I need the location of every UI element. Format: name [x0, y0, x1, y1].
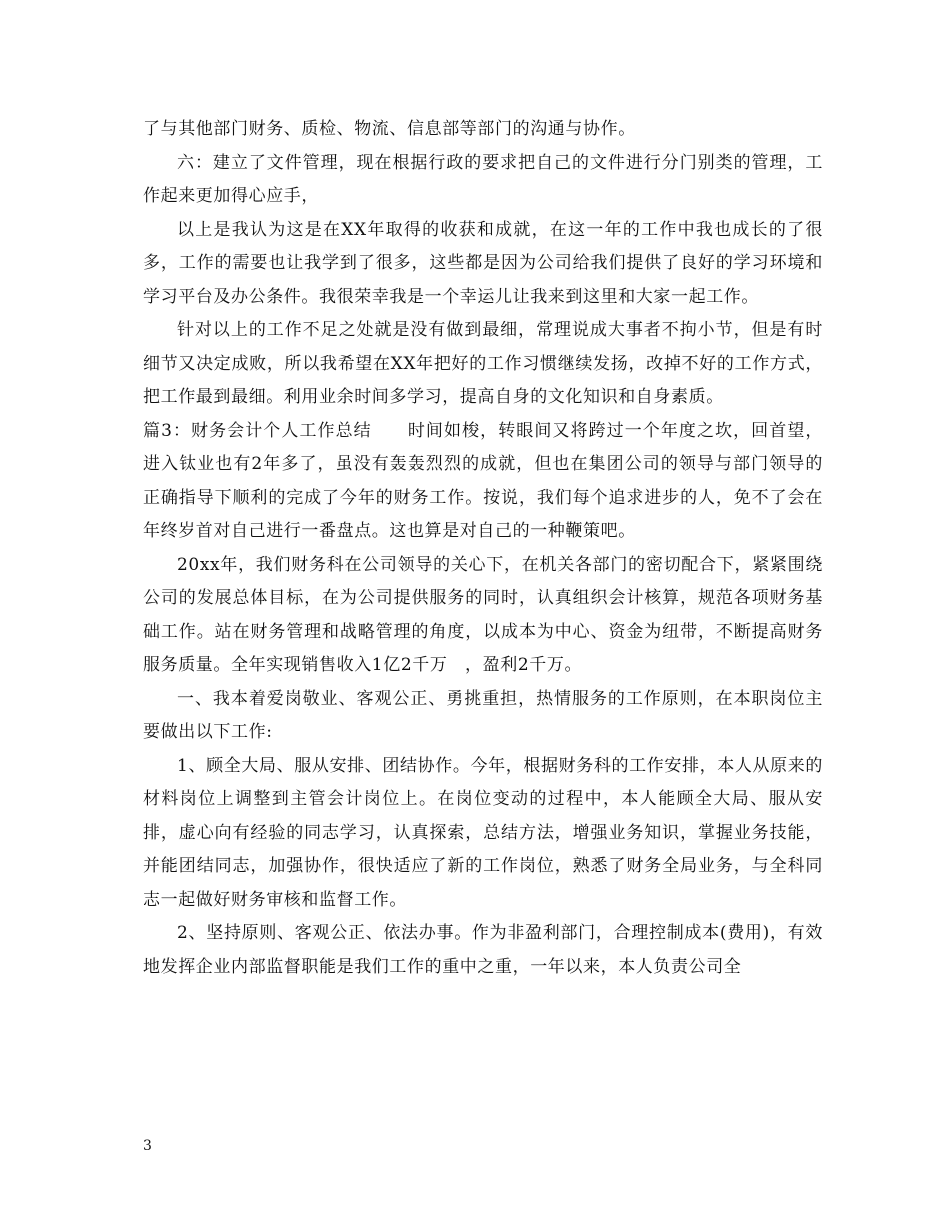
paragraph-file-management: 六：建立了文件管理，现在根据行政的要求把自己的文件进行分门别类的管理，工作起来更加得心应手，	[143, 152, 823, 206]
document-body	[143, 113, 823, 984]
paragraph-annual-summary: 20xx年，我们财务科在公司领导的关心下，在机关各部门的密切配合下，紧紧围绕公司的发展总体目标，在为公司提供服务的同时，认真组织会计核算，规范各项财务基础工作。站在财务管理和战略管理的角度，以成本为中心、资金为纽带，不断提高财务服务质量。全年实现销售收入1亿2千万 ，盈利2千万。	[143, 554, 823, 675]
page-number: 3	[143, 1138, 152, 1154]
paragraph-item-1: 1、顾全大局、服从安排、团结协作。今年，根据财务科的工作安排，本人从原来的材料岗位上调整到主管会计岗位上。在岗位变动的过程中，本人能顾全大局、服从安排，虚心向有经验的同志学习，认真探索，总结方法，增强业务知识，掌握业务技能，并能团结同志，加强协作，很快适应了新的工作岗位，熟悉了财务全局业务，与全科同志一起做好财务审核和监督工作。	[143, 755, 823, 910]
paragraph-continuation: 了与其他部门财务、质检、物流、信息部等部门的沟通与协作。	[143, 119, 636, 139]
paragraph-shortcomings: 针对以上的工作不足之处就是没有做到最细，常理说成大事者不拘小节，但是有时细节又决定成败，所以我希望在XX年把好的工作习惯继续发扬，改掉不好的工作方式，把工作最到最细。利用业余时间多学习，提高自身的文化知识和自身素质。	[143, 320, 823, 407]
paragraph-achievements: 以上是我认为这是在XX年取得的收获和成就，在这一年的工作中我也成长的了很多，工作的需要也让我学到了很多，这些都是因为公司给我们提供了良好的学习环境和学习平台及办公条件。我很荣幸我是一个幸运儿让我来到这里和大家一起工作。	[143, 219, 823, 307]
paragraph-work-principles: 一、我本着爱岗敬业、客观公正、勇挑重担，热情服务的工作原则，在本职岗位主要做出以下工作:	[143, 688, 823, 742]
paragraph-item-2: 2、坚持原则、客观公正、依法办事。作为非盈利部门，合理控制成本(费用)，有效地发挥企业内部监督职能是我们工作的重中之重，一年以来，本人负责公司全	[143, 923, 823, 977]
paragraph-section-3-intro: 篇3：财务会计个人工作总结 时间如梭，转眼间又将跨过一个年度之坎，回首望，进入钛业也有2年多了，虽没有轰轰烈烈的成就，但也在集团公司的领导与部门领导的正确指导下顺利的完成了今年的财务工作。按说，我们每个追求进步的人，免不了会在年终岁首对自己进行一番盘点。这也算是对自己的一种鞭策吧。	[143, 420, 823, 541]
